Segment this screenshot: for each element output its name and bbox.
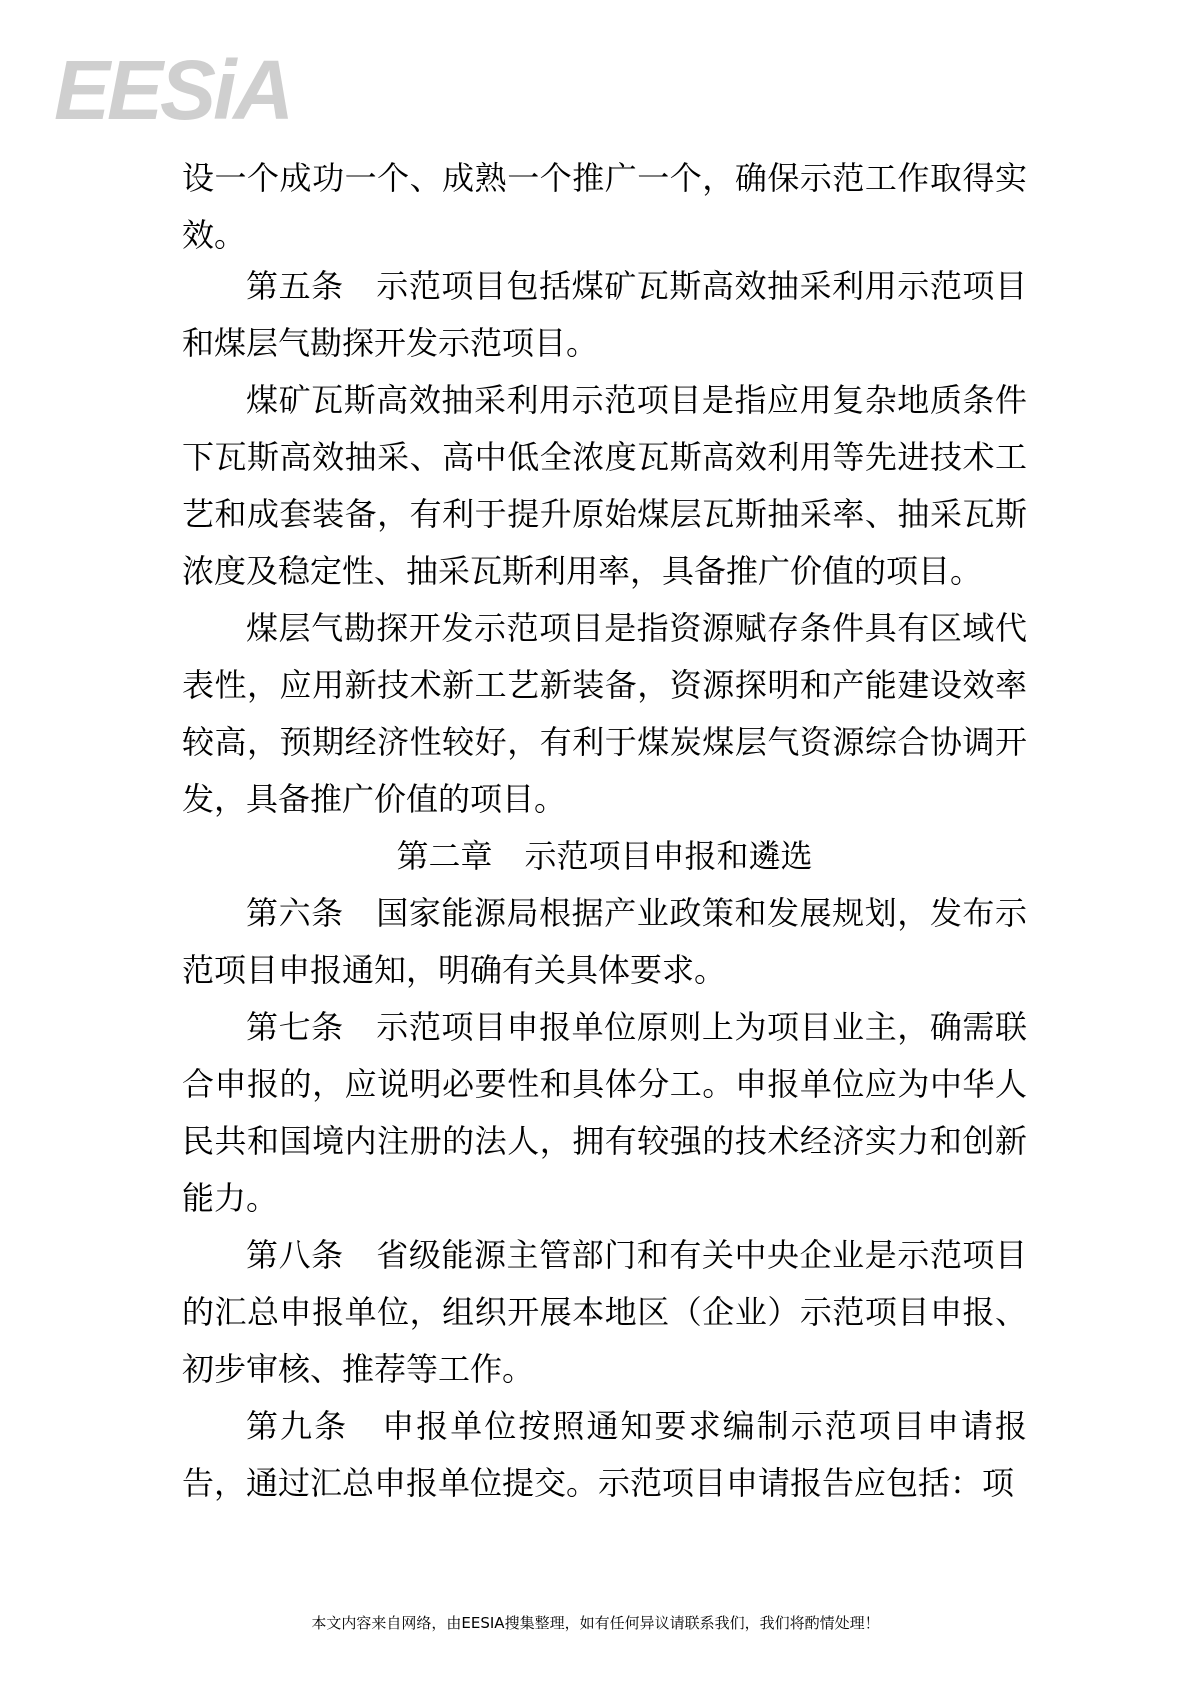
article-5: 第五条 示范项目包括煤矿瓦斯高效抽采利用示范项目和煤层气勘探开发示范项目。 bbox=[182, 267, 1027, 362]
paragraph-continuation: 设一个成功一个、成熟一个推广一个，确保示范工作取得实效。 bbox=[182, 159, 1027, 254]
article-6: 第六条 国家能源局根据产业政策和发展规划，发布示范项目申报通知，明确有关具体要求。 bbox=[182, 894, 1027, 989]
chapter-heading: 第二章 示范项目申报和遴选 bbox=[396, 837, 813, 875]
document-body bbox=[182, 150, 1027, 1512]
paragraph-cbm-exploration: 煤层气勘探开发示范项目是指资源赋存条件具有区域代表性，应用新技术新工艺新装备，资源探明和产能建设效率较高，预期经济性较好，有利于煤炭煤层气资源综合协调开发，具备推广价值的项目。 bbox=[182, 609, 1027, 818]
footer-disclaimer: 本文内容来自网络，由EESIA搜集整理，如有任何异议请联系我们，我们将酌情处理！ bbox=[311, 1614, 880, 1632]
article-7: 第七条 示范项目申报单位原则上为项目业主，确需联合申报的，应说明必要性和具体分工。申报单位应为中华人民共和国境内注册的法人，拥有较强的技术经济实力和创新能力。 bbox=[182, 1008, 1027, 1217]
article-8: 第八条 省级能源主管部门和有关中央企业是示范项目的汇总申报单位，组织开展本地区（企业）示范项目申报、初步审核、推荐等工作。 bbox=[182, 1236, 1027, 1388]
article-9: 第九条 申报单位按照通知要求编制示范项目申请报告，通过汇总申报单位提交。示范项目申请报告应包括：项 bbox=[182, 1407, 1027, 1502]
paragraph-gas-extraction: 煤矿瓦斯高效抽采利用示范项目是指应用复杂地质条件下瓦斯高效抽采、高中低全浓度瓦斯高效利用等先进技术工艺和成套装备，有利于提升原始煤层瓦斯抽采率、抽采瓦斯浓度及稳定性、抽采瓦斯利用率，具备推广价值的项目。 bbox=[182, 381, 1027, 590]
eesia-logo: EESiA bbox=[54, 43, 292, 137]
